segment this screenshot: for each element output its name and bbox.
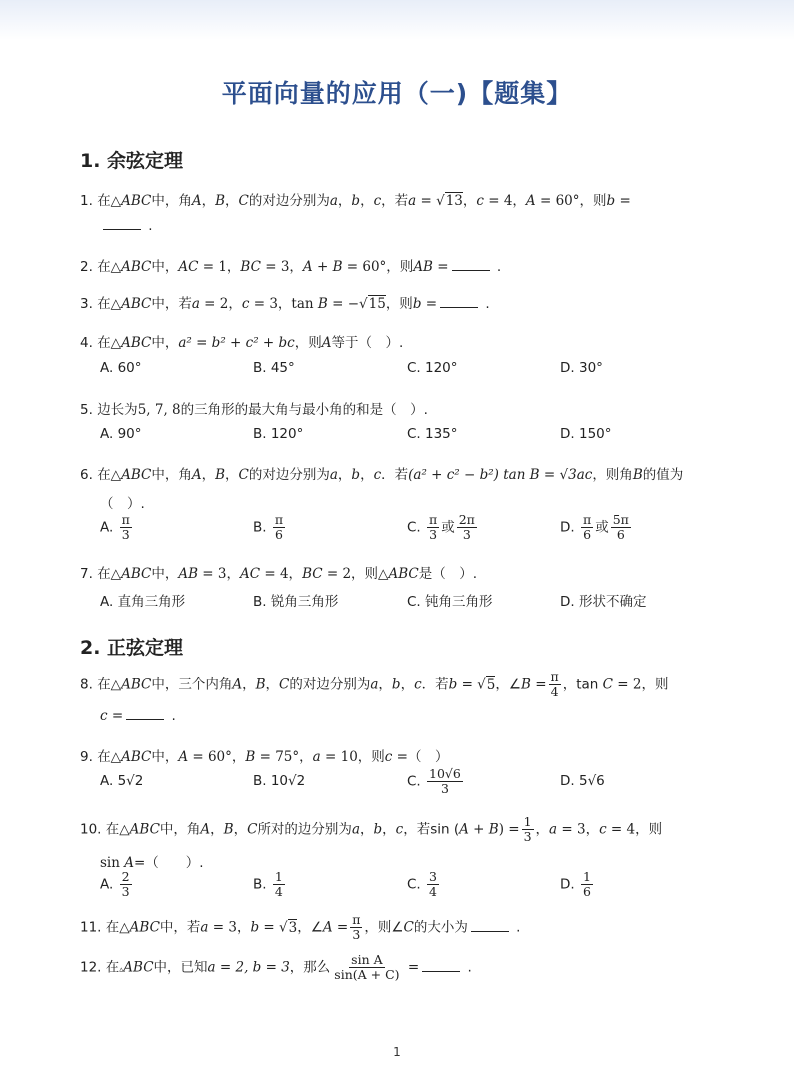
question-2: 2. 在△ABC中，AC = 1，BC = 3，A + B = 60°，则AB = . <box>80 259 502 275</box>
option-a[interactable]: A. 60° <box>100 360 142 376</box>
option-b[interactable]: B. 10√2 <box>253 773 306 789</box>
page-title: 平面向量的应用（一)【题集】 <box>221 79 573 108</box>
answer-blank[interactable] <box>126 709 164 720</box>
option-d[interactable]: D. 150° <box>560 426 612 442</box>
option-d[interactable]: D. $\frac{1}{6}$ <box>560 869 591 899</box>
option-b[interactable]: B. $\frac{\pi}{6}$ <box>253 512 284 542</box>
option-b[interactable]: B. $\frac{1}{4}$ <box>253 869 283 899</box>
question-12: 12. 在▵ABC中，已知a = 2, b = 3，那么 $\frac{\text{sin A}}{\sin(A + C)}$ = . <box>80 952 472 982</box>
option-b[interactable]: B. 45° <box>253 360 295 376</box>
option-c[interactable]: C. 钝角三角形 <box>407 594 493 610</box>
option-c[interactable]: C. $\frac{3}{4}$ <box>407 869 437 899</box>
answer-blank[interactable] <box>422 961 460 972</box>
option-a[interactable]: A. 5√2 <box>100 773 144 789</box>
option-c[interactable]: C. $\frac{10√6}{3}$ <box>407 766 461 796</box>
answer-blank[interactable] <box>452 260 490 271</box>
option-d[interactable]: D. 形状不确定 <box>560 594 647 610</box>
section-title-cosine: 1. 余弦定理 <box>80 150 184 172</box>
question-8-cont: c = . <box>100 708 176 724</box>
section-title-sine: 2. 正弦定理 <box>80 637 184 659</box>
option-b[interactable]: B. 120° <box>253 426 304 442</box>
question-1: 1. 在△ABC中，角A，B，C的对边分别为a，b，c，若a = √13，c = 4，A = 60°，则b = <box>80 193 631 209</box>
question-1-answer: . <box>100 218 153 234</box>
question-10: 10. 在△ABC中，角A，B，C所对的边分别为a，b，c，若sin (A + B) = $\frac{1}{3}$ ，a = 3，c = 4，则 <box>80 814 663 844</box>
option-c[interactable]: C. $\frac{\pi}{3}$ 或 $\frac{2\pi}{3}$ <box>407 512 475 542</box>
question-6-cont: （ ）. <box>100 496 145 512</box>
question-9: 9. 在△ABC中，A = 60°，B = 75°，a = 10，则c =（ ） <box>80 749 449 765</box>
question-6: 6. 在△ABC中，角A，B，C的对边分别为a，b，c．若(a² + c² − b²) tan B = √3ac，则角B的值为 <box>80 467 684 483</box>
option-c[interactable]: C. 135° <box>407 426 458 442</box>
page-number: 1 <box>393 1045 401 1059</box>
question-7: 7. 在△ABC中，AB = 3，AC = 4，BC = 2，则△ABC是（ ）. <box>80 566 477 582</box>
option-a[interactable]: A. 90° <box>100 426 142 442</box>
option-a[interactable]: A. $\frac{\pi}{3}$ <box>100 512 130 542</box>
option-d[interactable]: D. 30° <box>560 360 603 376</box>
question-3: 3. 在△ABC中，若a = 2，c = 3，tan B = −√15，则b = . <box>80 296 490 312</box>
question-4: 4. 在△ABC中，a² = b² + c² + bc，则A等于（ ）. <box>80 335 404 351</box>
answer-blank[interactable] <box>103 219 141 230</box>
option-a[interactable]: A. $\frac{2}{3}$ <box>100 869 130 899</box>
question-11: 11. 在△ABC中，若a = 3，b = √3，∠A = $\frac{\pi}{3}$ ，则∠C的大小为 . <box>80 912 521 942</box>
option-b[interactable]: B. 锐角三角形 <box>253 594 339 610</box>
option-c[interactable]: C. 120° <box>407 360 458 376</box>
triangle-icon: ▵ <box>119 964 124 974</box>
answer-blank[interactable] <box>440 297 478 308</box>
question-10-cont: sin A=（ ）. <box>100 855 204 871</box>
option-d[interactable]: D. $\frac{\pi}{6}$ 或 $\frac{5\pi}{6}$ <box>560 512 629 542</box>
top-band <box>0 0 794 40</box>
option-a[interactable]: A. 直角三角形 <box>100 594 186 610</box>
option-d[interactable]: D. 5√6 <box>560 773 605 789</box>
question-5: 5. 边长为5, 7, 8的三角形的最大角与最小角的和是（ ）. <box>80 402 428 418</box>
question-8: 8. 在△ABC中，三个内角A，B，C的对边分别为a，b，c．若b = √5，∠B = $\frac{\pi}{4}$ ，tan C = 2，则 <box>80 669 669 699</box>
answer-blank[interactable] <box>471 921 509 932</box>
